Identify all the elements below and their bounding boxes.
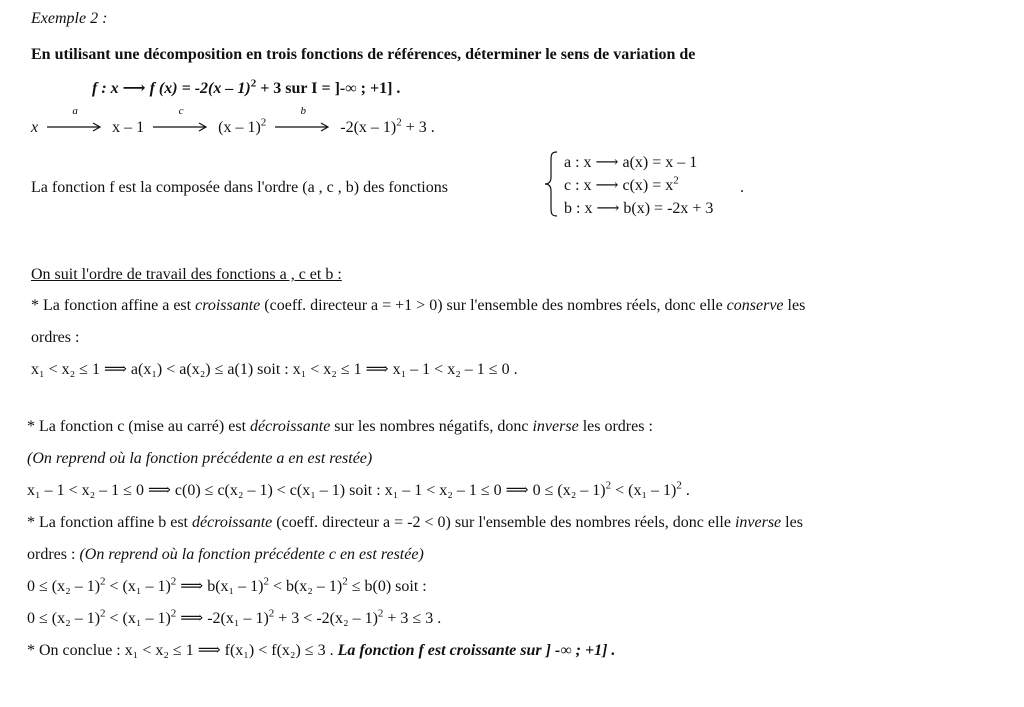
step-c-note: (On reprend où la fonction précédente a en est restée) bbox=[27, 450, 373, 467]
function-definition: f : x ⟶ f (x) = -2(x – 1)$^2$ + 3 sur I = ]-∞ ; +1] . bbox=[92, 77, 401, 97]
a-definition: a : x ⟶ a(x) = x – 1 bbox=[564, 154, 698, 171]
c-definition: c : x ⟶ $c(x) = x^2$ bbox=[564, 174, 679, 194]
left-brace-icon bbox=[543, 151, 559, 217]
step-c-line1: * La fonction c (mise au carré) est décroissante sur les nombres négatifs, donc inverse les ordres : bbox=[27, 418, 653, 435]
step-b-implication-2: 0 ≤ (x₂ – 1)$^2$ < (x₁ – 1)$^2$ ⟹ -2(x₁ – 1)$^2$ + 3 < -2(x₂ – 1)$^2$ + 3 ≤ 3 . bbox=[27, 607, 442, 627]
long-arrow-icon bbox=[153, 122, 209, 132]
step-c-implication: x₁ – 1 < x₂ – 1 ≤ 0 ⟹ c(0) ≤ c(x₂ – 1) < c(x₁ – 1) soit : x₁ – 1 < x₂ – 1 ≤ 0 ⟹ 0 ≤ (x₂ – 1)$^2$ < (x₁ – 1)$^2$ . bbox=[27, 479, 690, 499]
long-arrow-icon bbox=[275, 122, 331, 132]
order-heading: On suit l'ordre de travail des fonctions a , c et b : bbox=[31, 266, 342, 283]
arrow-b: b bbox=[275, 119, 331, 137]
step-b-line2: ordres : (On reprend où la fonction précédente c en est restée) bbox=[27, 546, 424, 563]
step-b-implication-1: 0 ≤ (x₂ – 1)$^2$ < (x₁ – 1)$^2$ ⟹ b(x₁ – 1)$^2$ < b(x₂ – 1)$^2$ ≤ b(0) soit : bbox=[27, 575, 427, 595]
conclusion: * On conclue : x₁ < x₂ ≤ 1 ⟹ f(x₁) < f(x₂) ≤ 3 . La fonction f est croissante sur ] -∞ ; +1] . bbox=[27, 642, 616, 659]
example-title: Exemple 2 : bbox=[31, 10, 108, 27]
problem-statement: En utilisant une décomposition en trois fonctions de références, déterminer le sens de variation de bbox=[31, 46, 696, 63]
system-dot: . bbox=[740, 179, 744, 196]
step-a-line1: * La fonction affine a est croissante (coeff. directeur a = +1 > 0) sur l'ensemble des nombres réels, donc elle conserve les bbox=[31, 297, 806, 314]
b-definition: b : x ⟶ b(x) = -2x + 3 bbox=[564, 200, 714, 217]
step-a-implication: x₁ < x₂ ≤ 1 ⟹ a(x₁) < a(x₂) ≤ a(1) soit : x₁ < x₂ ≤ 1 ⟹ x₁ – 1 < x₂ – 1 ≤ 0 . bbox=[31, 361, 518, 378]
step-b-line1: * La fonction affine b est décroissante (coeff. directeur a = -2 < 0) sur l'ensemble des nombres réels, donc elle inverse les bbox=[27, 514, 803, 531]
long-arrow-icon bbox=[47, 122, 103, 132]
step-a-line2: ordres : bbox=[31, 329, 80, 346]
composition-sentence: La fonction f est la composée dans l'ordre (a , c , b) des fonctions bbox=[31, 179, 448, 196]
composition-chain: x a x – 1 c (x – 1)$^2$ b -2(x – 1)$^2$ + 3 . bbox=[31, 105, 435, 136]
arrow-a: a bbox=[47, 119, 103, 137]
arrow-c: c bbox=[153, 119, 209, 137]
